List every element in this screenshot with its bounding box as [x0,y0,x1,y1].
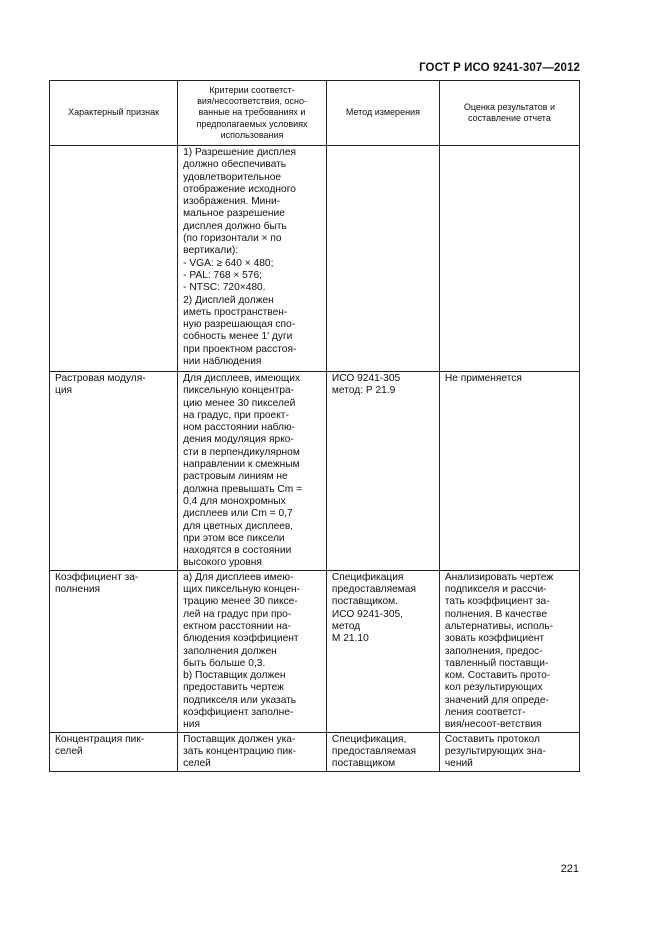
column-header-criteria [178,81,327,146]
text-line: Характерный признак [68,107,160,118]
text-line: ектном расстоянии на- [183,620,291,632]
text-line: предоставляемая [331,745,416,757]
text-line: чений [444,758,473,770]
cell-evaluation [439,570,579,732]
cell-method [326,732,439,771]
text-line: ванные на требованиях и [198,107,306,118]
text-line: результирующих зна- [444,745,546,757]
cell-feature [50,372,178,571]
cell-method [326,146,439,372]
cell-evaluation [439,146,579,372]
text-line: иметь пространствен- [183,306,288,318]
text-line: составление отчета [468,113,551,123]
cell-feature [50,146,178,372]
text-line: отображение исходного [183,183,296,195]
cell-method [326,372,439,571]
cell-criteria [178,372,327,571]
text-line: Анализировать чертеж [444,571,554,583]
column-header-method [326,81,439,146]
text-line: Критерии соответст- [209,84,295,95]
text-line: полнения [55,584,101,596]
text-line: растровым линиям не [183,471,288,483]
text-line: сти в перпендикулярном [183,446,300,458]
text-line: Растровая модуля- [55,373,146,384]
text-line: селей [55,745,83,757]
text-line: значений для опреде- [444,694,549,706]
text-line: поставщиком [331,758,396,770]
text-line: мальное разрешение [183,208,285,220]
text-line: подпикселя и рассчи- [444,584,547,596]
cell-criteria [178,570,327,732]
text-line: при проектном расстоя- [183,343,297,355]
text-line: ИСО 9241-305, [331,608,404,620]
text-line: изображения. Мини- [183,196,281,208]
text-line: при этом все пиксели [183,532,285,544]
text-line: зать концентрацию пик- [183,745,296,757]
text-line: коэффициент заполне- [183,707,294,719]
text-line: ную разрешающая спо- [183,319,296,331]
text-line: щих пиксельную концен- [183,584,301,596]
text-line: высокого уровня [183,557,262,569]
cell-evaluation [439,732,579,771]
text-line: предоставить чертеж [183,682,284,694]
text-line: тать коэффициент за- [444,596,550,608]
text-line: вертикали): [183,245,239,257]
text-line: трацию менее 30 пиксе- [183,596,298,608]
text-line: предполагаемых условиях [196,118,308,129]
cell-feature [50,732,178,771]
text-line: быть больше 0,3. [183,657,266,669]
page-number: 221 [560,863,579,875]
text-line: М 21.10 [331,633,369,645]
text-line: использования [220,129,284,140]
text-line: 2) Дисплей должен [183,294,274,306]
cell-criteria [178,732,327,771]
text-line: дисплея должно быть [183,220,287,232]
document-header: ГОСТ Р ИСО 9241-307—2012 [419,62,580,74]
text-line: ления соответст- [444,707,526,719]
table-header-row [50,81,580,146]
text-line: зовать коэффициент [444,633,544,645]
text-line: вия/несоответствия, осно- [197,96,307,107]
text-line: b) Поставщик должен [183,670,286,682]
column-header-evaluation [439,81,579,146]
text-line: Оценка результатов и [463,101,556,112]
text-line: заполнения, предос- [444,645,543,657]
text-line: ция [55,385,73,397]
cell-feature [50,570,178,732]
text-line: 1) Разрешение дисплея [183,147,297,158]
requirements-table [49,80,580,772]
text-line: находятся в состоянии [183,545,292,557]
text-line: метод [331,620,361,632]
table-row-resolution [50,146,580,372]
text-line: Для дисплеев, имеющих [183,373,301,384]
cell-method [326,570,439,732]
text-line: подпикселя или указать [183,694,297,706]
text-line: ния [183,719,200,731]
text-line: метод: Р 21.9 [331,385,396,397]
text-line: альтернативы, исполь- [444,620,554,632]
text-line: Метод измерения [345,107,420,118]
text-line: 0,4 для монохромных [183,495,286,507]
text-line: кол результирующих [444,682,543,694]
column-header-feature [50,81,178,146]
text-line: тавленный поставщи- [444,657,549,669]
text-line: (по горизонтали × по [183,233,282,245]
text-line: пиксельную концентра- [183,385,295,397]
text-line: - VGA: ≥ 640 × 480; [183,257,274,269]
text-line: полнения. В качестве [444,608,547,620]
cell-criteria [178,146,327,372]
text-line: - NTSC: 720×480. [183,282,266,294]
text-line: Составить протокол [444,733,540,745]
text-line: селей [183,758,211,770]
text-line: ком. Составить прото- [444,670,551,682]
table-row-pixel-density [50,732,580,771]
text-line: направлении к смежным [183,459,300,471]
cell-evaluation [439,372,579,571]
text-line: Коэффициент за- [55,571,139,583]
text-line: должна превышать Cm = [183,483,303,495]
text-line: дения модуляция ярко- [183,434,294,446]
text-line: должно обеспечивать [183,159,287,171]
text-line: на градус, при проект- [183,409,289,421]
text-line: заполнения должен [183,645,277,657]
text-line: дисплеев или Cm = 0,7 [183,508,293,520]
text-line: нии наблюдения [183,356,262,368]
text-line: вия/несоот-ветствия [444,719,542,731]
text-line: ном расстоянии наблю- [183,422,296,434]
text-line: блюдения коэффициент [183,633,299,645]
text-line: для цветных дисплеев, [183,520,294,532]
text-line: Поставщик должен ука- [183,733,296,745]
text-line: Спецификация [331,571,404,583]
table-row-fill-factor [50,570,580,732]
text-line: а) Для дисплеев имею- [183,571,294,583]
text-line: Не применяется [444,373,522,384]
text-line: поставщиком. [331,596,398,608]
text-line: предоставляемая [331,584,416,596]
text-line: удовлетворительное [183,171,282,183]
text-line: Спецификация, [331,733,407,745]
text-line: - PAL: 768 × 576; [183,269,262,281]
text-line: цию менее 30 пикселей [183,397,296,409]
text-line: Концентрация пик- [55,733,145,745]
text-line: ИСО 9241-305 [331,373,401,384]
table-row-raster-modulation [50,372,580,571]
text-line: лей на градус при про- [183,608,292,620]
text-line: собность менее 1′ дуги [183,331,293,343]
